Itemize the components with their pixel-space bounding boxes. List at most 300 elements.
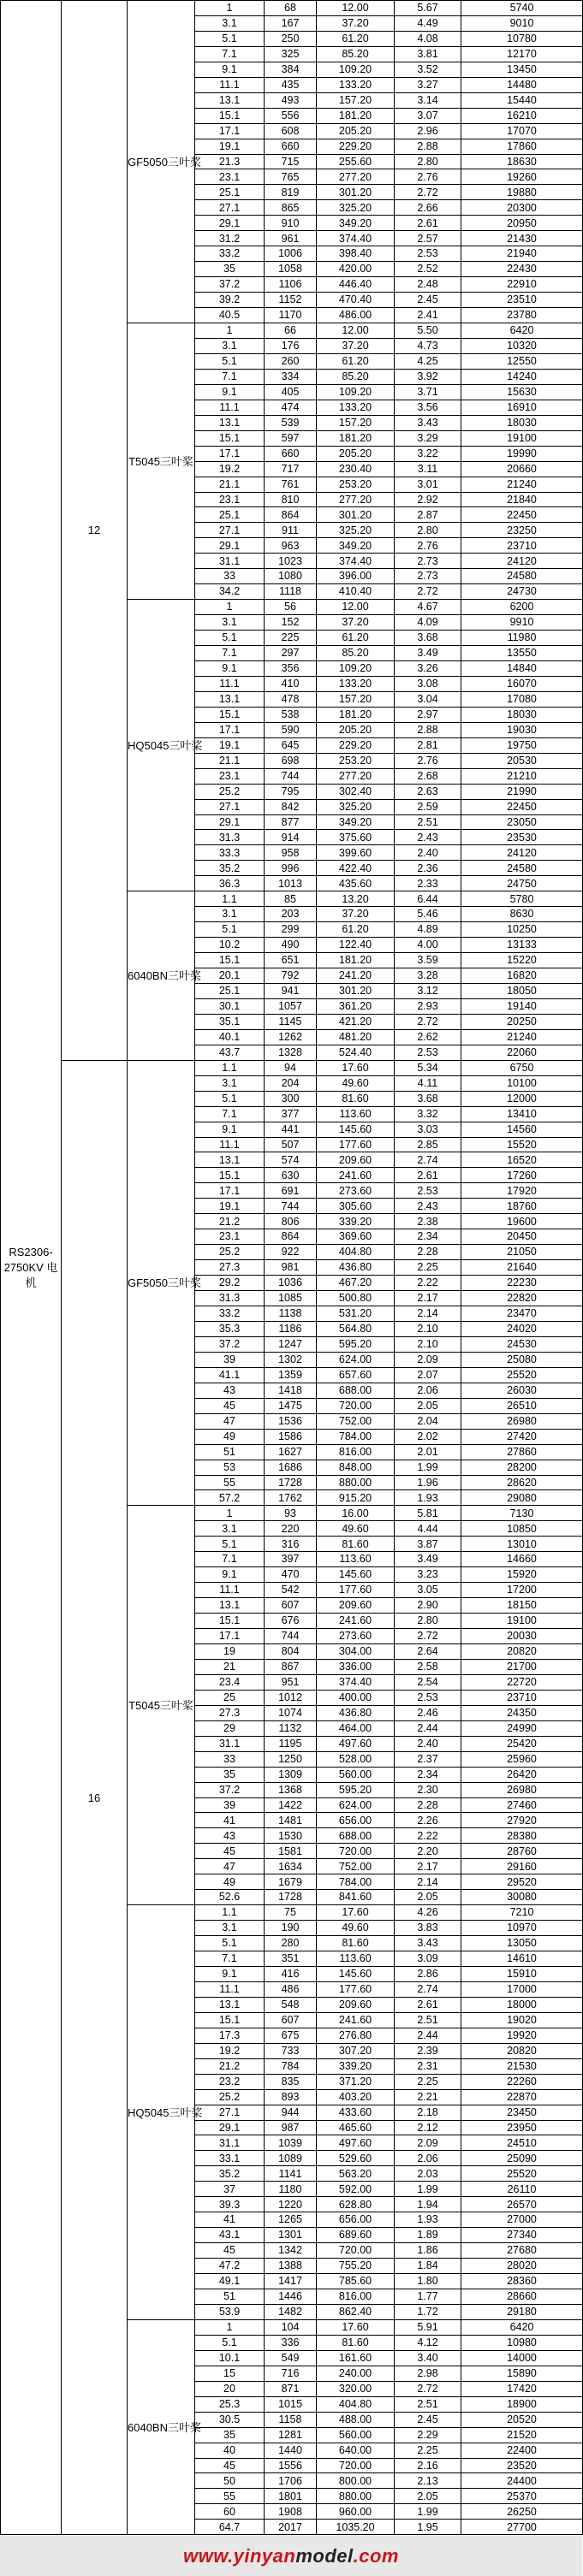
efficiency-cell: 2.96 [395, 123, 461, 139]
efficiency-cell: 3.43 [395, 1936, 461, 1951]
rpm-cell: 24120 [461, 845, 583, 861]
current-cell: 1158 [265, 2412, 317, 2427]
current-cell: 1728 [265, 1475, 317, 1490]
rpm-cell: 27680 [461, 2243, 583, 2259]
rpm-cell: 20030 [461, 1629, 583, 1644]
throttle-cell: 15.1 [195, 953, 265, 968]
power-cell: 145.60 [317, 1122, 395, 1137]
rpm-cell: 22820 [461, 1291, 583, 1306]
current-cell: 574 [265, 1152, 317, 1168]
throttle-cell: 30.1 [195, 998, 265, 1014]
efficiency-cell: 2.39 [395, 2043, 461, 2058]
power-cell: 81.60 [317, 1936, 395, 1951]
throttle-cell: 27.3 [195, 1260, 265, 1276]
power-cell: 49.60 [317, 1075, 395, 1091]
efficiency-cell: 2.51 [395, 2396, 461, 2412]
rpm-cell: 21210 [461, 768, 583, 784]
throttle-cell: 57.2 [195, 1490, 265, 1506]
power-cell: 784.00 [317, 1429, 395, 1444]
efficiency-cell: 2.98 [395, 2366, 461, 2381]
power-cell: 81.60 [317, 2335, 395, 2350]
throttle-cell: 33 [195, 1751, 265, 1767]
rpm-cell: 24530 [461, 1336, 583, 1352]
rpm-cell: 10250 [461, 922, 583, 938]
current-cell: 410 [265, 676, 317, 691]
current-cell: 299 [265, 922, 317, 938]
rpm-cell: 9010 [461, 15, 583, 31]
efficiency-cell: 2.62 [395, 1029, 461, 1045]
efficiency-cell: 1.86 [395, 2243, 461, 2259]
power-cell: 848.00 [317, 1460, 395, 1475]
efficiency-cell: 4.67 [395, 600, 461, 615]
table-row [1, 1060, 583, 1075]
throttle-cell: 35.2 [195, 861, 265, 876]
throttle-cell: 5.1 [195, 31, 265, 46]
efficiency-cell: 3.71 [395, 384, 461, 400]
rpm-cell: 14840 [461, 660, 583, 676]
power-cell: 37.20 [317, 15, 395, 31]
power-cell: 720.00 [317, 2458, 395, 2473]
efficiency-cell: 2.80 [395, 523, 461, 538]
throttle-cell: 11.1 [195, 400, 265, 415]
throttle-cell: 35.1 [195, 1014, 265, 1029]
efficiency-cell: 2.13 [395, 2473, 461, 2489]
efficiency-cell: 4.09 [395, 615, 461, 631]
efficiency-cell: 1.99 [395, 2504, 461, 2520]
rpm-cell: 28380 [461, 1828, 583, 1844]
throttle-cell: 17.1 [195, 123, 265, 139]
power-cell: 277.20 [317, 768, 395, 784]
power-cell: 755.20 [317, 2259, 395, 2274]
current-cell: 1220 [265, 2197, 317, 2212]
current-cell: 806 [265, 1214, 317, 1229]
rpm-cell: 5780 [461, 891, 583, 907]
current-cell: 316 [265, 1537, 317, 1552]
throttle-cell: 43.1 [195, 2228, 265, 2243]
throttle-cell: 47 [195, 1859, 265, 1874]
current-cell: 1309 [265, 1767, 317, 1782]
throttle-cell: 7.1 [195, 1552, 265, 1567]
throttle-cell: 49 [195, 1874, 265, 1890]
rpm-cell: 28200 [461, 1460, 583, 1475]
current-cell: 397 [265, 1552, 317, 1567]
rpm-cell: 27920 [461, 1813, 583, 1828]
efficiency-cell: 1.99 [395, 2182, 461, 2197]
rpm-cell: 17860 [461, 139, 583, 154]
efficiency-cell: 3.27 [395, 77, 461, 92]
current-cell: 539 [265, 415, 317, 430]
rpm-cell: 10320 [461, 338, 583, 353]
throttle-cell: 47.2 [195, 2259, 265, 2274]
efficiency-cell: 3.22 [395, 446, 461, 461]
rpm-cell: 25520 [461, 1367, 583, 1383]
efficiency-cell: 2.80 [395, 1614, 461, 1629]
throttle-cell: 23.1 [195, 492, 265, 507]
rpm-cell: 13133 [461, 938, 583, 953]
power-cell: 133.20 [317, 400, 395, 415]
power-cell: 1035.20 [317, 2520, 395, 2535]
power-cell: 301.20 [317, 984, 395, 999]
efficiency-cell: 2.09 [395, 2135, 461, 2151]
rpm-cell: 5740 [461, 1, 583, 16]
current-cell: 941 [265, 984, 317, 999]
current-cell: 716 [265, 2366, 317, 2381]
current-cell: 590 [265, 722, 317, 737]
rpm-cell: 18760 [461, 1199, 583, 1214]
rpm-cell: 29080 [461, 1490, 583, 1506]
throttle-cell: 25.2 [195, 1245, 265, 1260]
power-cell: 109.20 [317, 384, 395, 400]
power-cell: 399.60 [317, 845, 395, 861]
power-cell: 12.00 [317, 600, 395, 615]
throttle-cell: 43 [195, 1828, 265, 1844]
efficiency-cell: 4.73 [395, 338, 461, 353]
throttle-cell: 13.1 [195, 691, 265, 707]
power-cell: 816.00 [317, 1444, 395, 1460]
efficiency-cell: 2.72 [395, 1629, 461, 1644]
throttle-cell: 33.2 [195, 1306, 265, 1322]
current-cell: 1368 [265, 1782, 317, 1797]
efficiency-cell: 3.11 [395, 461, 461, 477]
throttle-cell: 53 [195, 1460, 265, 1475]
throttle-cell: 25.2 [195, 2089, 265, 2105]
throttle-cell: 13.1 [195, 1598, 265, 1614]
throttle-cell: 9.1 [195, 1122, 265, 1137]
rpm-cell: 10980 [461, 2335, 583, 2350]
power-cell: 339.20 [317, 2058, 395, 2074]
power-cell: 528.00 [317, 1751, 395, 1767]
throttle-cell: 52.6 [195, 1890, 265, 1905]
rpm-cell: 17200 [461, 1583, 583, 1598]
power-cell: 81.60 [317, 1091, 395, 1106]
throttle-cell: 9.1 [195, 1567, 265, 1583]
efficiency-cell: 2.72 [395, 584, 461, 600]
rpm-cell: 24750 [461, 876, 583, 891]
current-cell: 698 [265, 753, 317, 768]
current-cell: 556 [265, 108, 317, 123]
rpm-cell: 22450 [461, 799, 583, 814]
current-cell: 1481 [265, 1813, 317, 1828]
current-cell: 1475 [265, 1398, 317, 1413]
current-cell: 549 [265, 2350, 317, 2366]
efficiency-cell: 3.26 [395, 660, 461, 676]
efficiency-cell: 2.48 [395, 277, 461, 293]
current-cell: 1328 [265, 1045, 317, 1060]
throttle-cell: 13.1 [195, 415, 265, 430]
throttle-cell: 11.1 [195, 1583, 265, 1598]
power-cell: 339.20 [317, 1214, 395, 1229]
efficiency-cell: 3.83 [395, 1921, 461, 1936]
efficiency-cell: 2.88 [395, 722, 461, 737]
current-cell: 922 [265, 1245, 317, 1260]
power-cell: 841.60 [317, 1890, 395, 1905]
watermark-brand-a: yinyan [233, 2545, 296, 2567]
throttle-cell: 25.1 [195, 185, 265, 200]
throttle-cell: 33.2 [195, 246, 265, 262]
power-cell: 349.20 [317, 538, 395, 554]
rpm-cell: 28760 [461, 1844, 583, 1859]
power-cell: 181.20 [317, 953, 395, 968]
rpm-cell: 20250 [461, 1014, 583, 1029]
throttle-cell: 15.1 [195, 430, 265, 446]
throttle-cell: 5.1 [195, 1936, 265, 1951]
rpm-cell: 21990 [461, 784, 583, 799]
power-cell: 301.20 [317, 507, 395, 523]
efficiency-cell: 4.26 [395, 1905, 461, 1921]
current-cell: 1089 [265, 2151, 317, 2166]
rpm-cell: 19020 [461, 2012, 583, 2028]
current-cell: 630 [265, 1168, 317, 1183]
throttle-cell: 3.1 [195, 907, 265, 922]
efficiency-cell: 4.11 [395, 1075, 461, 1091]
efficiency-cell: 5.91 [395, 2319, 461, 2335]
current-cell: 761 [265, 477, 317, 492]
current-cell: 490 [265, 938, 317, 953]
power-cell: 398.40 [317, 246, 395, 262]
throttle-cell: 29 [195, 1720, 265, 1736]
efficiency-cell: 1.77 [395, 2289, 461, 2305]
throttle-cell: 29.2 [195, 1276, 265, 1291]
watermark-prefix: www. [183, 2545, 234, 2567]
efficiency-cell: 1.72 [395, 2304, 461, 2319]
current-cell: 911 [265, 523, 317, 538]
rpm-cell: 22400 [461, 2443, 583, 2458]
power-cell: 880.00 [317, 1475, 395, 1490]
efficiency-cell: 2.93 [395, 998, 461, 1014]
power-cell: 656.00 [317, 2212, 395, 2228]
power-cell: 436.80 [317, 1260, 395, 1276]
power-cell: 422.40 [317, 861, 395, 876]
power-cell: 374.40 [317, 231, 395, 246]
rpm-cell: 20820 [461, 1643, 583, 1659]
rpm-cell: 20520 [461, 2412, 583, 2427]
throttle-cell: 1 [195, 323, 265, 339]
current-cell: 1015 [265, 2396, 317, 2412]
efficiency-cell: 2.12 [395, 2120, 461, 2135]
efficiency-cell: 2.25 [395, 2074, 461, 2089]
rpm-cell: 16520 [461, 1152, 583, 1168]
power-cell: 209.60 [317, 1152, 395, 1168]
power-cell: 304.00 [317, 1643, 395, 1659]
efficiency-cell: 3.68 [395, 631, 461, 646]
current-cell: 608 [265, 123, 317, 139]
rpm-cell: 23780 [461, 308, 583, 323]
throttle-cell: 35 [195, 2427, 265, 2443]
rpm-cell: 27000 [461, 2212, 583, 2228]
throttle-cell: 5.1 [195, 631, 265, 646]
efficiency-cell: 2.53 [395, 1690, 461, 1705]
efficiency-cell: 2.74 [395, 1981, 461, 1997]
power-cell: 181.20 [317, 707, 395, 722]
current-cell: 1586 [265, 1429, 317, 1444]
current-cell: 1418 [265, 1383, 317, 1398]
current-cell: 864 [265, 1229, 317, 1245]
power-cell: 624.00 [317, 1352, 395, 1367]
efficiency-cell: 3.43 [395, 415, 461, 430]
efficiency-cell: 2.36 [395, 861, 461, 876]
current-cell: 297 [265, 646, 317, 661]
power-cell: 467.20 [317, 1276, 395, 1291]
throttle-cell: 15.1 [195, 1168, 265, 1183]
current-cell: 1195 [265, 1736, 317, 1751]
rpm-cell: 20300 [461, 200, 583, 216]
propeller-cell: HQ5045三叶桨 [128, 600, 195, 891]
efficiency-cell: 2.10 [395, 1336, 461, 1352]
power-cell: 433.60 [317, 2105, 395, 2120]
power-cell: 17.60 [317, 1060, 395, 1075]
throttle-cell: 30.5 [195, 2412, 265, 2427]
rpm-cell: 29160 [461, 1859, 583, 1874]
current-cell: 1118 [265, 584, 317, 600]
current-cell: 486 [265, 1981, 317, 1997]
efficiency-cell: 2.21 [395, 2089, 461, 2105]
efficiency-cell: 2.20 [395, 1844, 461, 1859]
efficiency-cell: 3.87 [395, 1537, 461, 1552]
power-cell: 37.20 [317, 907, 395, 922]
power-cell: 400.00 [317, 1690, 395, 1705]
efficiency-cell: 2.05 [395, 2489, 461, 2504]
efficiency-cell: 2.87 [395, 507, 461, 523]
throttle-cell: 1 [195, 1506, 265, 1521]
efficiency-cell: 1.94 [395, 2197, 461, 2212]
efficiency-cell: 4.25 [395, 353, 461, 369]
efficiency-cell: 2.76 [395, 538, 461, 554]
efficiency-cell: 2.53 [395, 246, 461, 262]
efficiency-cell: 4.00 [395, 938, 461, 953]
rpm-cell: 23050 [461, 814, 583, 830]
rpm-cell: 19030 [461, 722, 583, 737]
throttle-cell: 40.5 [195, 308, 265, 323]
rpm-cell: 13550 [461, 646, 583, 661]
current-cell: 260 [265, 353, 317, 369]
throttle-cell: 19.1 [195, 737, 265, 753]
power-cell: 325.20 [317, 200, 395, 216]
current-cell: 384 [265, 62, 317, 77]
voltage-cell: 16 [62, 1060, 128, 2535]
rpm-cell: 21240 [461, 477, 583, 492]
current-cell: 1762 [265, 1490, 317, 1506]
throttle-cell: 29.1 [195, 814, 265, 830]
rpm-cell: 14560 [461, 1122, 583, 1137]
rpm-cell: 18030 [461, 707, 583, 722]
throttle-cell: 39 [195, 1352, 265, 1367]
throttle-cell: 11.1 [195, 77, 265, 92]
throttle-cell: 35.3 [195, 1321, 265, 1336]
efficiency-cell: 2.44 [395, 2028, 461, 2043]
throttle-cell: 3.1 [195, 338, 265, 353]
power-cell: 720.00 [317, 2243, 395, 2259]
power-cell: 960.00 [317, 2504, 395, 2520]
throttle-cell: 17.1 [195, 1629, 265, 1644]
current-cell: 300 [265, 1091, 317, 1106]
efficiency-cell: 2.17 [395, 1859, 461, 1874]
throttle-cell: 27.3 [195, 1705, 265, 1720]
power-cell: 421.20 [317, 1014, 395, 1029]
throttle-cell: 15.1 [195, 707, 265, 722]
current-cell: 1170 [265, 308, 317, 323]
throttle-cell: 29.1 [195, 538, 265, 554]
rpm-cell: 23710 [461, 538, 583, 554]
current-cell: 1180 [265, 2182, 317, 2197]
efficiency-cell: 2.04 [395, 1413, 461, 1429]
current-cell: 645 [265, 737, 317, 753]
current-cell: 792 [265, 968, 317, 984]
efficiency-cell: 2.59 [395, 799, 461, 814]
rpm-cell: 15220 [461, 953, 583, 968]
throttle-cell: 37.2 [195, 1336, 265, 1352]
power-cell: 656.00 [317, 1813, 395, 1828]
throttle-cell: 35.2 [195, 2166, 265, 2182]
efficiency-cell: 2.25 [395, 2443, 461, 2458]
rpm-cell: 13410 [461, 1106, 583, 1122]
rpm-cell: 27860 [461, 1444, 583, 1460]
rpm-cell: 19600 [461, 1214, 583, 1229]
rpm-cell: 28020 [461, 2259, 583, 2274]
current-cell: 1138 [265, 1306, 317, 1322]
rpm-cell: 19100 [461, 1614, 583, 1629]
efficiency-cell: 3.49 [395, 646, 461, 661]
rpm-cell: 24350 [461, 1705, 583, 1720]
efficiency-cell: 2.45 [395, 293, 461, 308]
throttle-cell: 13.1 [195, 1152, 265, 1168]
rpm-cell: 15630 [461, 384, 583, 400]
throttle-cell: 10.2 [195, 938, 265, 953]
efficiency-cell: 2.28 [395, 1245, 461, 1260]
throttle-cell: 27.1 [195, 2105, 265, 2120]
current-cell: 958 [265, 845, 317, 861]
efficiency-cell: 2.81 [395, 737, 461, 753]
efficiency-cell: 4.44 [395, 1521, 461, 1537]
throttle-cell: 1.1 [195, 1905, 265, 1921]
current-cell: 784 [265, 2058, 317, 2074]
power-cell: 133.20 [317, 676, 395, 691]
rpm-cell: 13010 [461, 1537, 583, 1552]
current-cell: 1058 [265, 262, 317, 277]
efficiency-cell: 2.14 [395, 1306, 461, 1322]
current-cell: 1706 [265, 2473, 317, 2489]
current-cell: 597 [265, 430, 317, 446]
efficiency-cell: 3.28 [395, 968, 461, 984]
efficiency-cell: 2.34 [395, 1767, 461, 1782]
throttle-cell: 3.1 [195, 1921, 265, 1936]
power-cell: 595.20 [317, 1782, 395, 1797]
rpm-cell: 20820 [461, 2043, 583, 2058]
efficiency-cell: 2.72 [395, 185, 461, 200]
power-cell: 497.60 [317, 2135, 395, 2151]
rpm-cell: 21640 [461, 1260, 583, 1276]
power-cell: 305.60 [317, 1199, 395, 1214]
current-cell: 167 [265, 15, 317, 31]
power-cell: 205.20 [317, 446, 395, 461]
efficiency-cell: 3.68 [395, 1091, 461, 1106]
efficiency-cell: 1.96 [395, 1475, 461, 1490]
efficiency-cell: 3.12 [395, 984, 461, 999]
power-cell: 253.20 [317, 477, 395, 492]
current-cell: 1085 [265, 1291, 317, 1306]
throttle-cell: 31.1 [195, 2135, 265, 2151]
power-cell: 488.00 [317, 2412, 395, 2427]
throttle-cell: 25.2 [195, 784, 265, 799]
rpm-cell: 21520 [461, 2427, 583, 2443]
efficiency-cell: 2.51 [395, 2012, 461, 2028]
power-cell: 240.00 [317, 2366, 395, 2381]
throttle-cell: 31.3 [195, 1291, 265, 1306]
current-cell: 963 [265, 538, 317, 554]
rpm-cell: 14000 [461, 2350, 583, 2366]
rpm-cell: 23450 [461, 2105, 583, 2120]
current-cell: 1530 [265, 1828, 317, 1844]
rpm-cell: 23520 [461, 2458, 583, 2473]
